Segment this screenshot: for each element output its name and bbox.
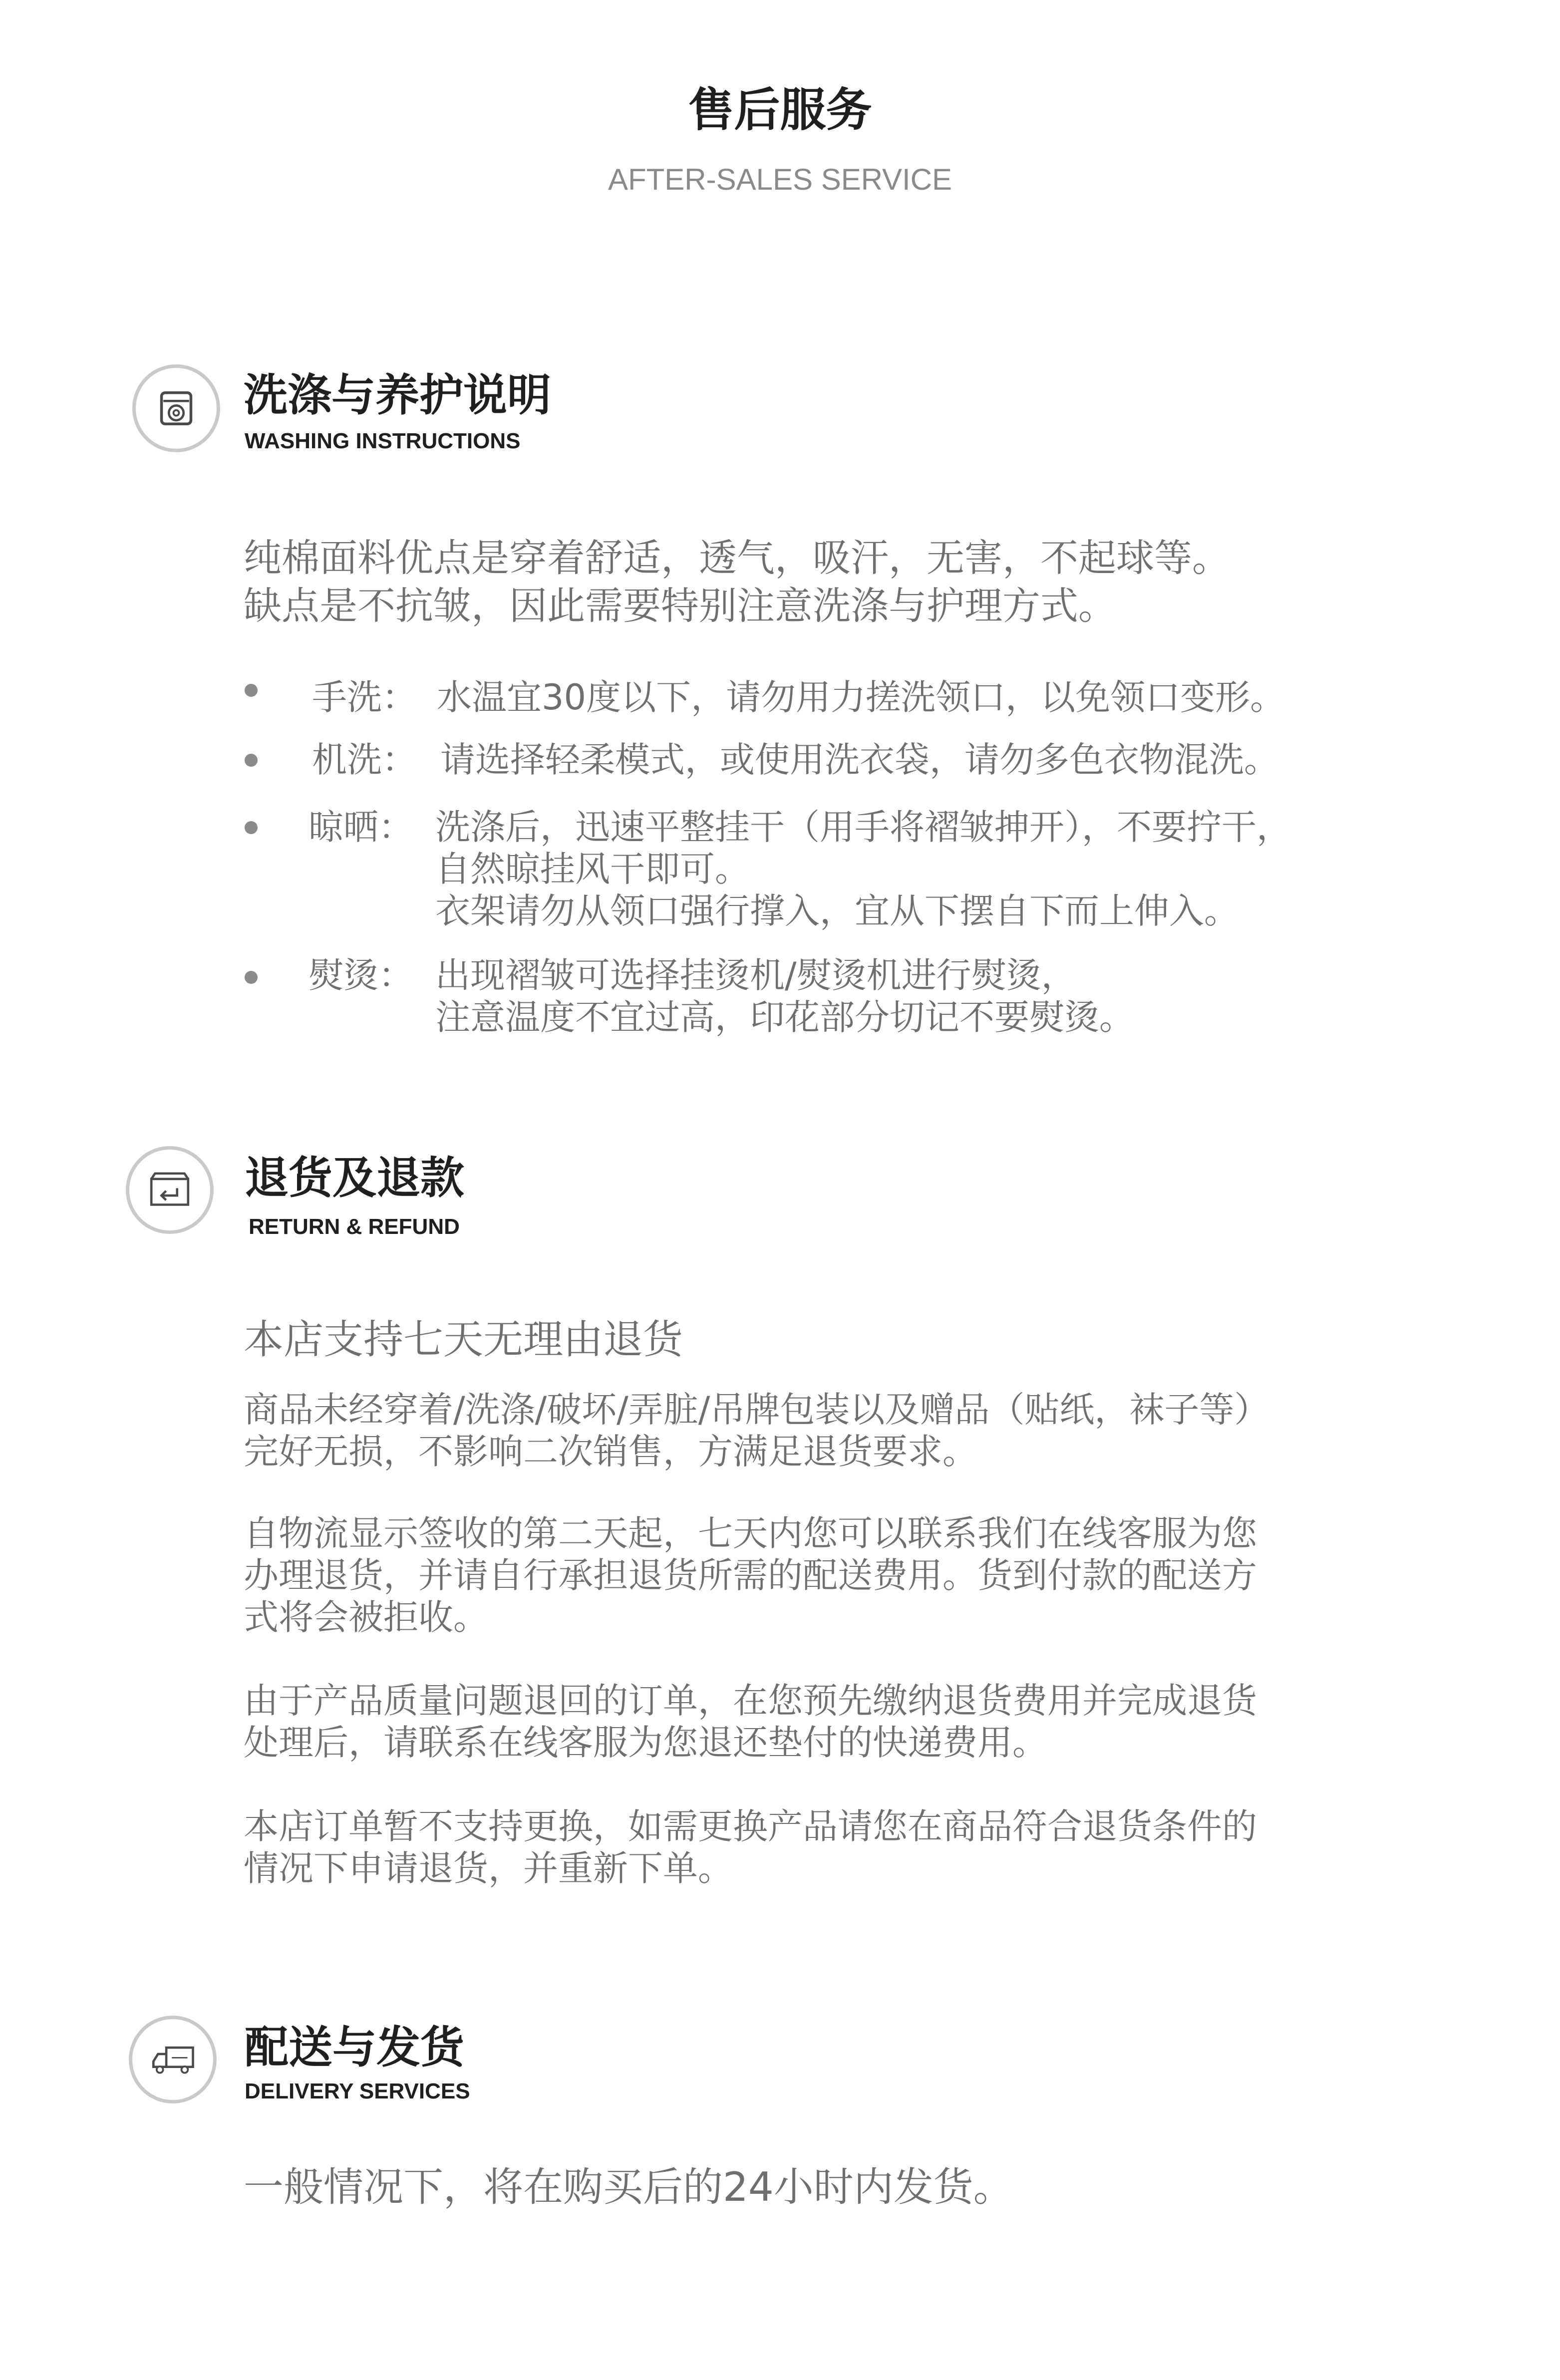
returns-paragraph xyxy=(244,1389,1269,1473)
returns-line: 商品未经穿着/洗涤/破坏/弄脏/吊牌包装以及赠品（贴纸，袜子等） xyxy=(244,1389,1269,1430)
returns-paragraph xyxy=(244,1805,1257,1889)
washing-intro-line: 纯棉面料优点是穿着舒适，透气，吸汗，无害，不起球等。 xyxy=(244,536,1230,580)
bullet-dot xyxy=(245,754,258,767)
page-title: 售后服务 xyxy=(688,83,872,137)
returns-section-title: 退货及退款 xyxy=(245,1152,465,1203)
returns-line: 由于产品质量问题退回的订单，在您预先缴纳退货费用并完成退货 xyxy=(244,1680,1257,1721)
returns-paragraph xyxy=(244,1512,1257,1638)
care-label-drying: 晾晒： xyxy=(309,807,413,848)
returns-line: 办理退货，并请自行承担退货所需的配送费用。货到付款的配送方 xyxy=(244,1555,1257,1596)
delivery-section-title: 配送与发货 xyxy=(245,2022,465,2073)
returns-line: 完好无损，不影响二次销售，方满足退货要求。 xyxy=(244,1431,977,1472)
returns-line: 处理后，请联系在线客服为您退还垫付的快递费用。 xyxy=(244,1722,1047,1763)
returns-line: 情况下申请退货，并重新下单。 xyxy=(244,1848,733,1889)
care-text-line: 衣架请勿从领口强行撑入，宜从下摆自下而上伸入。 xyxy=(435,891,1239,931)
page-subtitle: AFTER-SALES SERVICE xyxy=(608,163,952,196)
bullet-dot xyxy=(245,821,258,834)
care-label-handwash: 手洗： xyxy=(312,677,417,718)
bullet-dot xyxy=(245,971,258,984)
care-text-line: 注意温度不宜过高，印花部分切记不要熨烫。 xyxy=(435,997,1134,1038)
care-label-machinewash: 机洗： xyxy=(312,739,417,780)
care-text-line: 出现褶皱可选择挂烫机/熨烫机进行熨烫， xyxy=(435,955,1076,996)
care-text-line: 自然晾挂风干即可。 xyxy=(435,849,750,890)
washing-machine-icon xyxy=(132,364,220,452)
returns-lead: 本店支持七天无理由退货 xyxy=(244,1316,683,1363)
delivery-truck-icon xyxy=(129,2016,217,2103)
returns-line: 式将会被拒收。 xyxy=(244,1597,488,1638)
care-text-ironing xyxy=(435,954,1134,1038)
care-text-machinewash xyxy=(440,739,1279,781)
bullet-dot xyxy=(245,684,258,697)
washing-section-subtitle: WASHING INSTRUCTIONS xyxy=(245,429,521,453)
care-text-line: 洗涤后，迅速平整挂干（用手将褶皱抻开），不要拧干， xyxy=(435,807,1291,848)
returns-line: 自物流显示签收的第二天起，七天内您可以联系我们在线客服为您 xyxy=(244,1513,1257,1554)
returns-line: 本店订单暂不支持更换，如需更换产品请您在商品符合退货条件的 xyxy=(244,1806,1257,1847)
return-box-icon xyxy=(126,1146,214,1234)
washing-intro xyxy=(244,534,1230,630)
returns-section-subtitle: RETURN & REFUND xyxy=(249,1214,460,1239)
care-text-handwash xyxy=(437,676,1285,718)
care-text-line: 请选择轻柔模式，或使用洗衣袋，请勿多色衣物混洗。 xyxy=(440,739,1279,780)
delivery-text: 一般情况下，将在购买后的24小时内发货。 xyxy=(244,2164,1013,2210)
delivery-section-subtitle: DELIVERY SERVICES xyxy=(245,2079,470,2103)
care-text-drying xyxy=(435,806,1291,932)
washing-section-title: 洗涤与养护说明 xyxy=(244,369,552,421)
washing-intro-line: 缺点是不抗皱，因此需要特别注意洗涤与护理方式。 xyxy=(244,584,1116,628)
returns-paragraph xyxy=(244,1680,1257,1764)
care-label-ironing: 熨烫： xyxy=(309,955,413,996)
care-text-line: 水温宜30度以下，请勿用力搓洗领口，以免领口变形。 xyxy=(437,677,1285,718)
